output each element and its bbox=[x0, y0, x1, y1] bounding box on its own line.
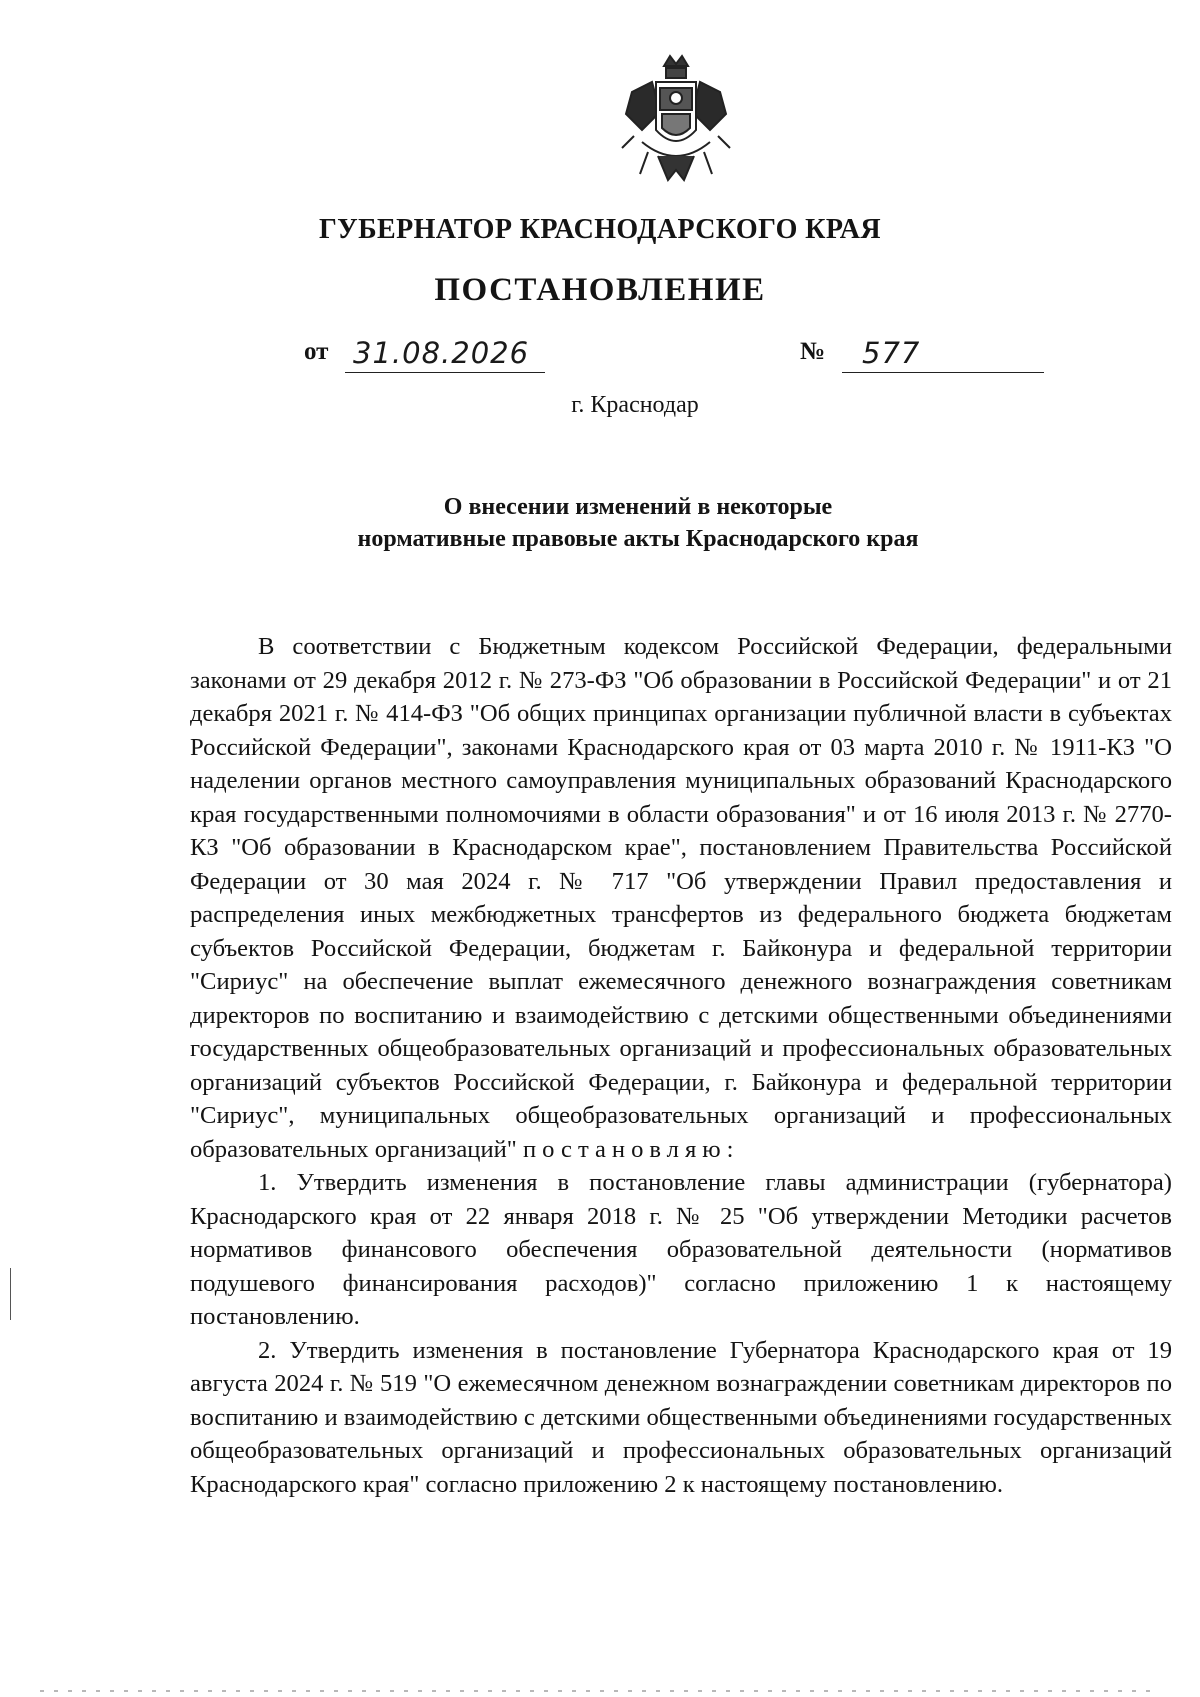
date-value: 31.08.2026 bbox=[353, 336, 530, 370]
document-body bbox=[190, 630, 1172, 1501]
document-number-value: 577 bbox=[862, 336, 921, 370]
item-1-paragraph: 1. Утвердить изменения в постановление главы администрации (губернатора) Краснодарского края от 22 января 2018 г. № 25 "Об утверждении Методики расчетов нормативов финансового обеспечения образовательной деятельности (нормативов подушевого финансирования расходов)" согласно приложению 1 к настоящему постановлению. bbox=[190, 1169, 1172, 1330]
date-prefix-label: от bbox=[304, 338, 329, 365]
resolve-word: постановляю: bbox=[522, 1135, 740, 1163]
document-kind-heading: ПОСТАНОВЛЕНИЕ bbox=[434, 272, 766, 308]
title-line-2: нормативные правовые акты Краснодарского края bbox=[357, 526, 919, 552]
item-2-paragraph: 2. Утвердить изменения в постановление Губернатора Краснодарского края от 19 августа 2024 г. № 519 "О ежемесячном денежном вознаграждении советникам директоров по воспитанию и взаимодействию с детскими общественными объединениями государственных общеобразовательных организаций и профессиональных образовательных организаций Краснодарского края" согласно приложению 2 к настоящему постановлению. bbox=[190, 1336, 1172, 1498]
scan-margin-mark bbox=[10, 1268, 11, 1320]
authority-heading: ГУБЕРНАТОР КРАСНОДАРСКОГО КРАЯ bbox=[318, 214, 882, 245]
preamble-paragraph bbox=[190, 630, 1172, 1166]
date-field bbox=[345, 336, 545, 373]
number-prefix-label: № bbox=[800, 338, 826, 365]
title-line-1: О внесении изменений в некоторые bbox=[443, 494, 833, 520]
number-field bbox=[842, 336, 1044, 373]
document-title bbox=[0, 491, 1200, 555]
coat-of-arms-icon bbox=[612, 52, 740, 188]
preamble-text: В соответствии с Бюджетным кодексом Российской Федерации, федеральными законами от 29 декабря 2012 г. № 273-ФЗ "Об образовании в Российской Федерации" и от 21 декабря 2021 г. № 414-ФЗ "Об общих принципах организации публичной власти в субъектах Российской Федерации", законами Краснодарского края от 03 марта 2010 г. № 1911-КЗ "О наделении органов местного самоуправления муниципальных образований Краснодарского края государственными полномочиями в области образования" и от 16 июля 2013 г. № 2770-КЗ "Об образовании в Краснодарском крае", постановлением Правительства Российской Федерации от 30 мая 2024 г. № 717 "Об утверждении Правил предоставления и распределения иных межбюджетных трансфертов из федерального бюджета бюджетам субъектов Российской Федерации, бюджетам г. Байконура и федеральной территории "Сириус" на обеспечение выплат ежемесячного денежного вознаграждения советникам директоров по воспитанию и взаимодействию с детскими общественными объединениями государственных общеобразовательных организаций и профессиональных образовательных организаций субъектов Российской Федерации, г. Байконура и федеральной территории "Сириус", муниципальных общеобразовательных организаций и профессиональных образовательных организаций" bbox=[190, 633, 1172, 1163]
scan-edge-artifact bbox=[40, 1690, 1160, 1692]
city-label: г. Краснодар bbox=[571, 392, 699, 418]
